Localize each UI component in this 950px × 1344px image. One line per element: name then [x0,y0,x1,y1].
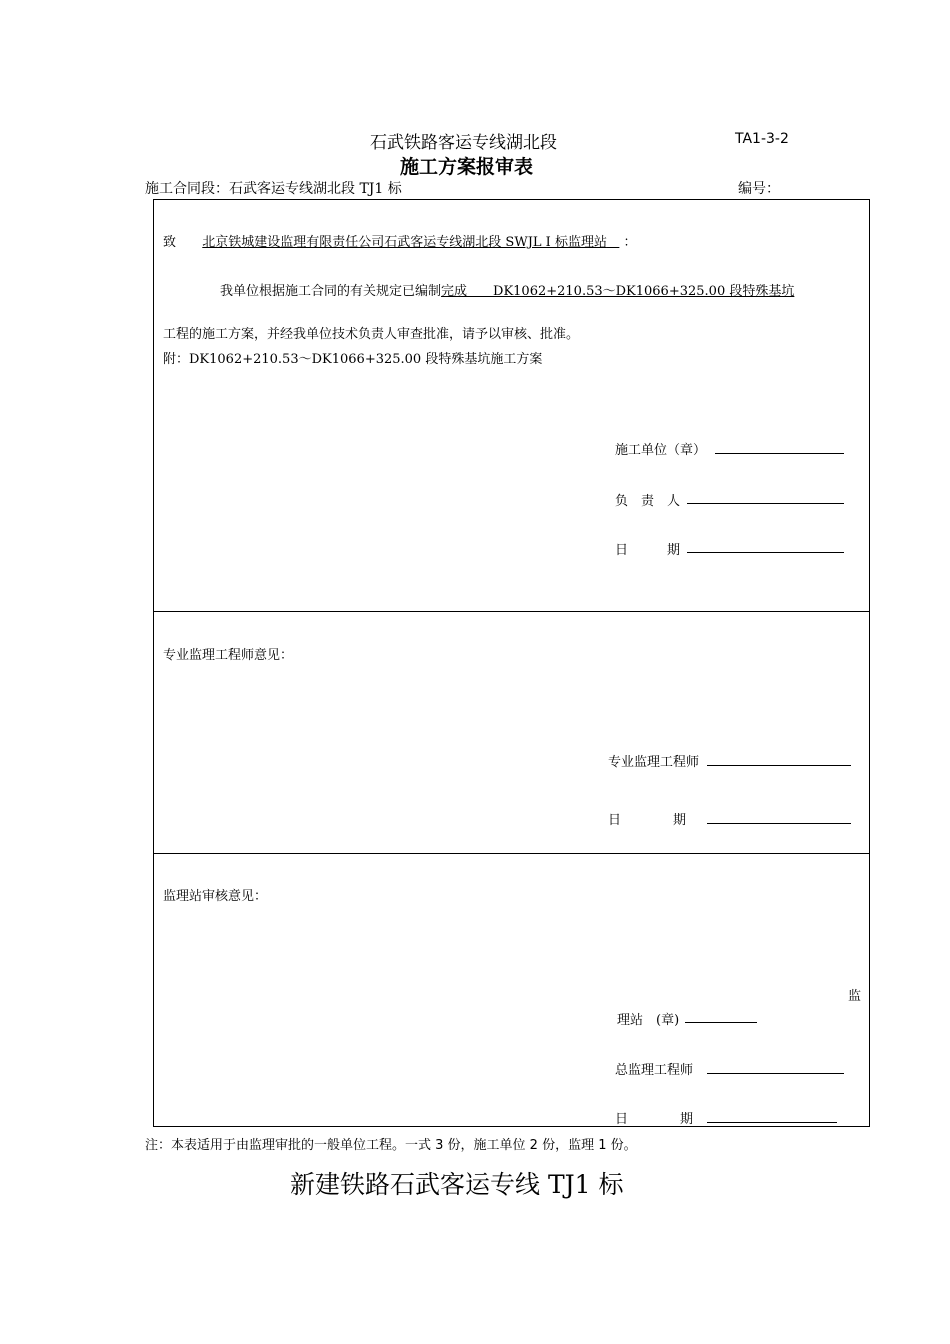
body-line-2: 工程的施工方案，并经我单位技术负责人审查批准，请予以审核、批准。 [163,327,580,342]
section-divider [153,611,870,612]
contract-section: 施工合同段：石武客运专线湖北段 TJ1 标 [145,181,402,197]
attachment-line: 附：DK1062+210.53～DK1066+325.00 段特殊基坑施工方案 [163,352,543,367]
body-line-1-prefix: 我单位根据施工合同的有关规定已编制 [220,284,442,299]
station-opinion-label: 监理站审核意见： [163,889,268,904]
recipient: 北京铁城建设监理有限责任公司石武客运专线湖北段 SWJL I 标监理站 [202,235,607,250]
chief-engineer-label: 总监理工程师 [615,1063,694,1078]
station-date-label: 日 期 [615,1112,694,1127]
station-stamp-line[interactable] [685,1022,757,1023]
document-subtitle: 施工方案报审表 [400,156,534,178]
form-code: TA1-3-2 [735,131,789,147]
serial-label: 编号： [738,181,780,197]
to-suffix: ： [623,235,637,250]
responsible-person-signature-line[interactable] [687,503,844,504]
to-prefix: 致 [163,235,177,250]
document-title: 石武铁路客运专线湖北段 [370,133,557,153]
engineer-signature-line[interactable] [707,765,851,766]
engineer-opinion-label: 专业监理工程师意见： [163,648,294,663]
engineer-label: 专业监理工程师 [608,755,700,770]
station-date-line[interactable] [707,1122,837,1123]
section-divider [153,853,870,854]
station-stamp-label: 理站 (章) [617,1013,680,1028]
construction-unit-signature-line[interactable] [715,453,844,454]
date-line[interactable] [687,552,844,553]
chief-engineer-signature-line[interactable] [707,1073,844,1074]
body-line-1-underlined: 完成 DK1062+210.53～DK1066+325.00 段特殊基坑 [441,284,795,299]
project-name: 新建铁路石武客运专线 TJ1 标 [290,1170,624,1199]
date-label: 日 期 [615,543,681,558]
construction-unit-label: 施工单位（章） [615,443,707,458]
body-line-1 [220,280,794,299]
station-stamp-char: 监 [848,989,862,1004]
engineer-date-label: 日 期 [608,813,687,828]
responsible-person-label: 负 责 人 [615,494,681,509]
footnote: 注：本表适用于由监理审批的一般单位工程。一式 3 份，施工单位 2 份，监理 1 份。 [145,1138,637,1153]
to-line [163,231,637,250]
engineer-date-line[interactable] [707,823,851,824]
